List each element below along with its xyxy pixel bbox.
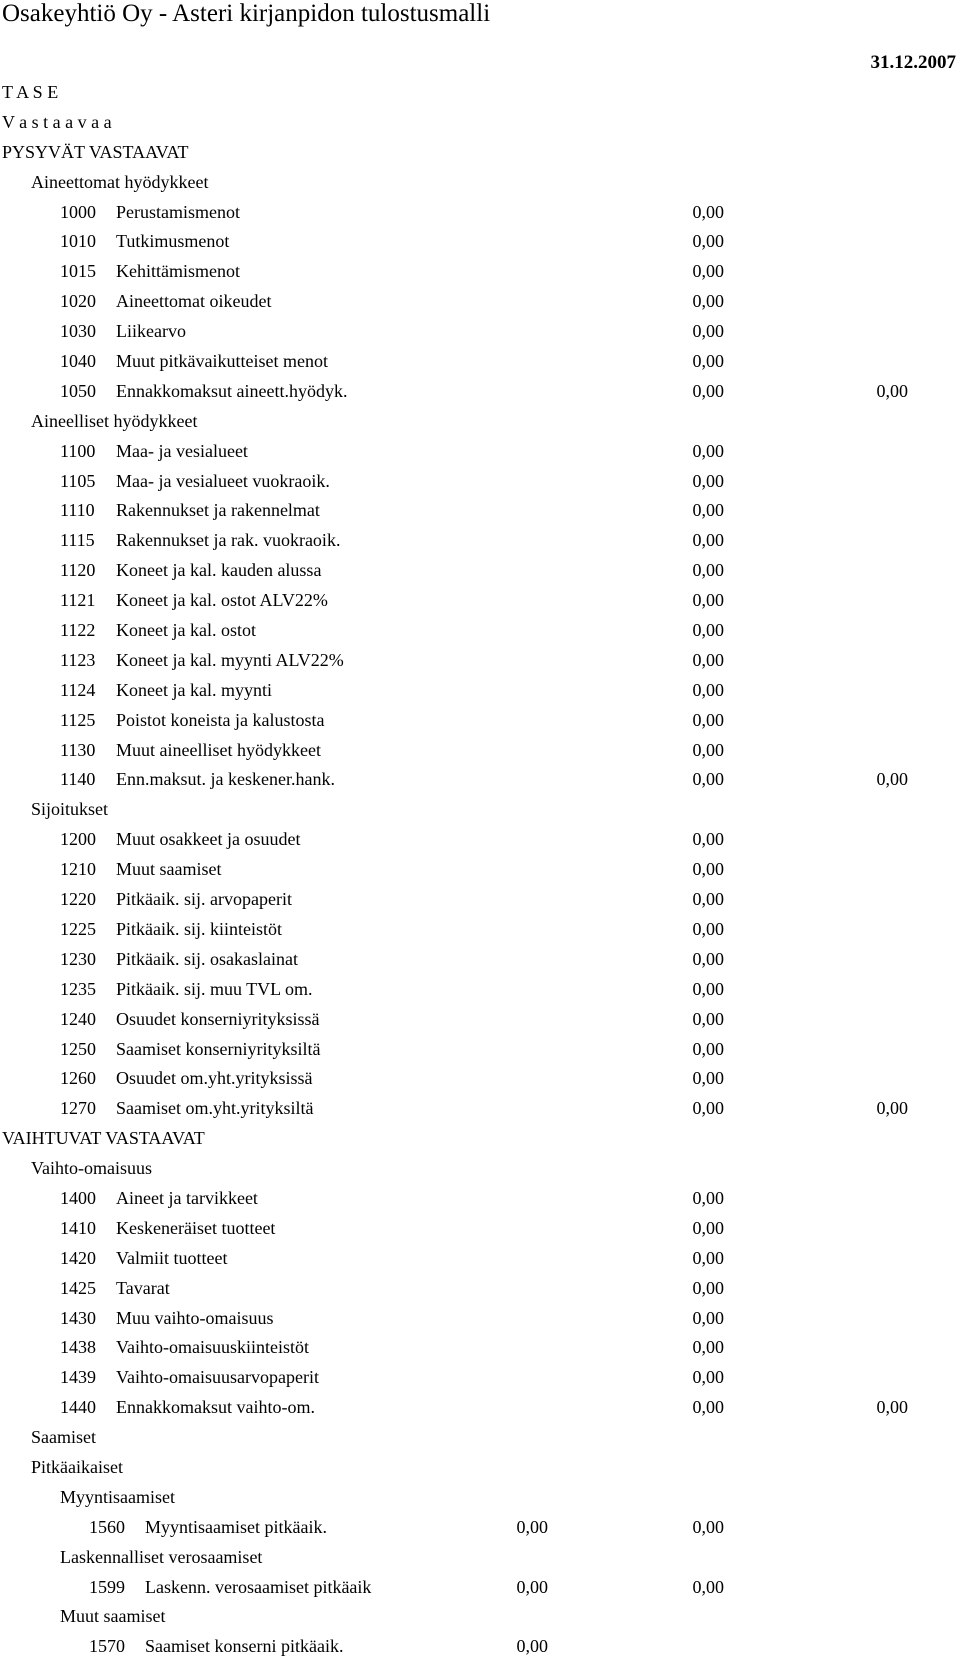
amount-col-2: 0,00 bbox=[692, 1008, 724, 1029]
amount-col-2: 0,00 bbox=[692, 1337, 724, 1358]
account-name: Perustamismenot bbox=[116, 201, 240, 222]
account-row bbox=[0, 736, 960, 766]
account-code: 1230 bbox=[60, 948, 96, 969]
section-heading bbox=[0, 1423, 960, 1453]
account-row bbox=[0, 855, 960, 885]
account-row bbox=[0, 706, 960, 736]
account-name: Rakennukset ja rak. vuokraoik. bbox=[116, 530, 341, 551]
balance-sheet-lines bbox=[0, 78, 960, 1662]
amount-col-3: 0,00 bbox=[876, 380, 908, 401]
account-row bbox=[0, 1184, 960, 1214]
amount-col-2: 0,00 bbox=[692, 1038, 724, 1059]
account-code: 1560 bbox=[89, 1516, 125, 1537]
account-name: Ennakkomaksut aineett.hyödyk. bbox=[116, 380, 348, 401]
account-code: 1235 bbox=[60, 978, 96, 999]
heading-text: T A S E bbox=[2, 82, 59, 102]
account-name: Koneet ja kal. kauden alussa bbox=[116, 560, 322, 581]
amount-col-2: 0,00 bbox=[692, 709, 724, 730]
amount-col-2: 0,00 bbox=[692, 918, 724, 939]
account-name: Valmiit tuotteet bbox=[116, 1247, 228, 1268]
account-row bbox=[0, 1005, 960, 1035]
account-code: 1040 bbox=[60, 351, 96, 372]
account-name: Enn.maksut. ja keskener.hank. bbox=[116, 769, 335, 790]
account-row bbox=[0, 676, 960, 706]
amount-col-2: 0,00 bbox=[692, 1277, 724, 1298]
amount-col-2: 0,00 bbox=[692, 1098, 724, 1119]
account-name: Koneet ja kal. ostot bbox=[116, 620, 256, 641]
amount-col-2: 0,00 bbox=[692, 1217, 724, 1238]
heading-text: Vaihto-omaisuus bbox=[31, 1158, 152, 1179]
section-heading bbox=[0, 795, 960, 825]
heading-text: Aineettomat hyödykkeet bbox=[31, 171, 209, 192]
account-name: Muut pitkävaikutteiset menot bbox=[116, 351, 328, 372]
account-name: Pitkäaik. sij. kiinteistöt bbox=[116, 918, 282, 939]
account-row bbox=[0, 1573, 960, 1603]
account-name: Saamiset konserni pitkäaik. bbox=[145, 1636, 344, 1657]
account-row bbox=[0, 825, 960, 855]
account-code: 1260 bbox=[60, 1068, 96, 1089]
amount-col-2: 0,00 bbox=[692, 889, 724, 910]
account-row bbox=[0, 347, 960, 377]
account-row bbox=[0, 586, 960, 616]
account-name: Pitkäaik. sij. arvopaperit bbox=[116, 889, 292, 910]
account-code: 1438 bbox=[60, 1337, 96, 1358]
account-code: 1250 bbox=[60, 1038, 96, 1059]
account-name: Pitkäaik. sij. osakaslainat bbox=[116, 948, 298, 969]
account-code: 1120 bbox=[60, 560, 96, 581]
account-code: 1105 bbox=[60, 470, 96, 491]
account-name: Liikearvo bbox=[116, 321, 186, 342]
amount-col-2: 0,00 bbox=[692, 829, 724, 850]
account-row bbox=[0, 257, 960, 287]
account-code: 1430 bbox=[60, 1307, 96, 1328]
account-name: Myyntisaamiset pitkäaik. bbox=[145, 1516, 327, 1537]
amount-col-2: 0,00 bbox=[692, 1068, 724, 1089]
account-name: Maa- ja vesialueet bbox=[116, 440, 248, 461]
amount-col-2: 0,00 bbox=[692, 1247, 724, 1268]
account-name: Aineettomat oikeudet bbox=[116, 291, 272, 312]
account-row bbox=[0, 945, 960, 975]
account-code: 1570 bbox=[89, 1636, 125, 1657]
amount-col-2: 0,00 bbox=[692, 739, 724, 760]
account-name: Keskeneräiset tuotteet bbox=[116, 1217, 276, 1238]
account-name: Vaihto-omaisuusarvopaperit bbox=[116, 1367, 319, 1388]
section-heading bbox=[0, 1154, 960, 1184]
account-code: 1110 bbox=[60, 500, 95, 521]
amount-col-2: 0,00 bbox=[692, 769, 724, 790]
account-row bbox=[0, 915, 960, 945]
account-code: 1124 bbox=[60, 679, 96, 700]
account-row bbox=[0, 1333, 960, 1363]
account-name: Muut osakkeet ja osuudet bbox=[116, 829, 301, 850]
account-name: Kehittämismenot bbox=[116, 261, 240, 282]
section-heading bbox=[0, 108, 960, 138]
heading-text: VAIHTUVAT VASTAAVAT bbox=[2, 1128, 205, 1149]
heading-text: Laskennalliset verosaamiset bbox=[60, 1546, 263, 1567]
account-row bbox=[0, 1244, 960, 1274]
account-code: 1270 bbox=[60, 1098, 96, 1119]
account-code: 1100 bbox=[60, 440, 96, 461]
account-code: 1121 bbox=[60, 590, 96, 611]
section-heading bbox=[0, 1483, 960, 1513]
account-name: Osuudet konserniyrityksissä bbox=[116, 1008, 320, 1029]
amount-col-2: 0,00 bbox=[692, 380, 724, 401]
section-heading bbox=[0, 1453, 960, 1483]
account-row bbox=[0, 1064, 960, 1094]
amount-col-2: 0,00 bbox=[692, 261, 724, 282]
account-code: 1599 bbox=[89, 1576, 125, 1597]
account-code: 1439 bbox=[60, 1367, 96, 1388]
account-row bbox=[0, 496, 960, 526]
amount-col-1: 0,00 bbox=[516, 1636, 548, 1657]
account-row bbox=[0, 1094, 960, 1124]
amount-col-2: 0,00 bbox=[692, 1307, 724, 1328]
amount-col-2: 0,00 bbox=[692, 1576, 724, 1597]
account-code: 1240 bbox=[60, 1008, 96, 1029]
heading-text: V a s t a a v a a bbox=[2, 111, 112, 132]
account-name: Poistot koneista ja kalustosta bbox=[116, 709, 325, 730]
account-code: 1020 bbox=[60, 291, 96, 312]
heading-text: Muut saamiset bbox=[60, 1606, 166, 1627]
account-code: 1140 bbox=[60, 769, 96, 790]
heading-text: Aineelliset hyödykkeet bbox=[31, 410, 198, 431]
account-row bbox=[0, 556, 960, 586]
report-title: Osakeyhtiö Oy - Asteri kirjanpidon tulostusmalli bbox=[2, 0, 491, 27]
account-name: Maa- ja vesialueet vuokraoik. bbox=[116, 470, 330, 491]
amount-col-2: 0,00 bbox=[692, 291, 724, 312]
amount-col-2: 0,00 bbox=[692, 470, 724, 491]
account-row bbox=[0, 377, 960, 407]
section-heading bbox=[0, 1602, 960, 1632]
account-code: 1130 bbox=[60, 739, 96, 760]
account-code: 1010 bbox=[60, 231, 96, 252]
section-heading bbox=[0, 407, 960, 437]
account-name: Vaihto-omaisuuskiinteistöt bbox=[116, 1337, 309, 1358]
account-name: Saamiset konserniyrityksiltä bbox=[116, 1038, 321, 1059]
account-row bbox=[0, 1274, 960, 1304]
account-row bbox=[0, 1632, 960, 1662]
account-name: Koneet ja kal. myynti ALV22% bbox=[116, 649, 344, 670]
amount-col-2: 0,00 bbox=[692, 530, 724, 551]
amount-col-2: 0,00 bbox=[692, 500, 724, 521]
amount-col-2: 0,00 bbox=[692, 1187, 724, 1208]
account-code: 1425 bbox=[60, 1277, 96, 1298]
amount-col-3: 0,00 bbox=[876, 1098, 908, 1119]
amount-col-2: 0,00 bbox=[692, 590, 724, 611]
account-row bbox=[0, 1513, 960, 1543]
account-code: 1440 bbox=[60, 1397, 96, 1418]
account-code: 1000 bbox=[60, 201, 96, 222]
account-row bbox=[0, 975, 960, 1005]
amount-col-2: 0,00 bbox=[692, 649, 724, 670]
account-row bbox=[0, 1214, 960, 1244]
amount-col-2: 0,00 bbox=[692, 679, 724, 700]
amount-col-2: 0,00 bbox=[692, 1397, 724, 1418]
account-code: 1015 bbox=[60, 261, 96, 282]
amount-col-2: 0,00 bbox=[692, 560, 724, 581]
account-code: 1050 bbox=[60, 380, 96, 401]
account-code: 1410 bbox=[60, 1217, 96, 1238]
account-name: Tutkimusmenot bbox=[116, 231, 230, 252]
amount-col-3: 0,00 bbox=[876, 769, 908, 790]
account-row bbox=[0, 317, 960, 347]
heading-text: Saamiset bbox=[31, 1427, 96, 1448]
account-row bbox=[0, 437, 960, 467]
account-name: Koneet ja kal. myynti bbox=[116, 679, 272, 700]
account-name: Osuudet om.yht.yrityksissä bbox=[116, 1068, 313, 1089]
heading-text: Pitkäaikaiset bbox=[31, 1456, 123, 1477]
section-heading bbox=[0, 1543, 960, 1573]
amount-col-2: 0,00 bbox=[692, 1516, 724, 1537]
amount-col-2: 0,00 bbox=[692, 351, 724, 372]
section-heading bbox=[0, 78, 960, 108]
account-row bbox=[0, 287, 960, 317]
amount-col-1: 0,00 bbox=[516, 1516, 548, 1537]
account-code: 1400 bbox=[60, 1187, 96, 1208]
account-name: Rakennukset ja rakennelmat bbox=[116, 500, 320, 521]
heading-text: Myyntisaamiset bbox=[60, 1486, 175, 1507]
account-code: 1220 bbox=[60, 889, 96, 910]
amount-col-2: 0,00 bbox=[692, 859, 724, 880]
account-code: 1123 bbox=[60, 649, 96, 670]
amount-col-2: 0,00 bbox=[692, 620, 724, 641]
amount-col-2: 0,00 bbox=[692, 440, 724, 461]
account-row bbox=[0, 467, 960, 497]
account-row bbox=[0, 1393, 960, 1423]
account-row bbox=[0, 198, 960, 228]
account-row bbox=[0, 646, 960, 676]
account-name: Laskenn. verosaamiset pitkäaik bbox=[145, 1576, 372, 1597]
account-name: Muu vaihto-omaisuus bbox=[116, 1307, 274, 1328]
account-row bbox=[0, 1035, 960, 1065]
amount-col-2: 0,00 bbox=[692, 978, 724, 999]
account-row bbox=[0, 526, 960, 556]
account-name: Saamiset om.yht.yrityksiltä bbox=[116, 1098, 314, 1119]
account-code: 1122 bbox=[60, 620, 96, 641]
account-name: Muut aineelliset hyödykkeet bbox=[116, 739, 321, 760]
account-row bbox=[0, 616, 960, 646]
account-code: 1030 bbox=[60, 321, 96, 342]
amount-col-1: 0,00 bbox=[516, 1576, 548, 1597]
report-date: 31.12.2007 bbox=[870, 52, 956, 73]
section-heading bbox=[0, 1124, 960, 1154]
account-name: Ennakkomaksut vaihto-om. bbox=[116, 1397, 315, 1418]
account-row bbox=[0, 1363, 960, 1393]
heading-text: Sijoitukset bbox=[31, 799, 109, 820]
account-name: Aineet ja tarvikkeet bbox=[116, 1187, 258, 1208]
account-code: 1115 bbox=[60, 530, 95, 551]
account-name: Muut saamiset bbox=[116, 859, 222, 880]
account-code: 1200 bbox=[60, 829, 96, 850]
amount-col-2: 0,00 bbox=[692, 231, 724, 252]
account-row bbox=[0, 885, 960, 915]
account-name: Pitkäaik. sij. muu TVL om. bbox=[116, 978, 313, 999]
account-name: Koneet ja kal. ostot ALV22% bbox=[116, 590, 328, 611]
heading-text: PYSYVÄT VASTAAVAT bbox=[2, 141, 189, 162]
amount-col-2: 0,00 bbox=[692, 201, 724, 222]
account-row bbox=[0, 227, 960, 257]
section-heading bbox=[0, 168, 960, 198]
account-name: Tavarat bbox=[116, 1277, 170, 1298]
amount-col-3: 0,00 bbox=[876, 1397, 908, 1418]
account-code: 1210 bbox=[60, 859, 96, 880]
account-code: 1125 bbox=[60, 709, 96, 730]
section-heading bbox=[0, 138, 960, 168]
account-row bbox=[0, 765, 960, 795]
account-code: 1225 bbox=[60, 918, 96, 939]
amount-col-2: 0,00 bbox=[692, 321, 724, 342]
amount-col-2: 0,00 bbox=[692, 948, 724, 969]
account-code: 1420 bbox=[60, 1247, 96, 1268]
account-row bbox=[0, 1304, 960, 1334]
amount-col-2: 0,00 bbox=[692, 1367, 724, 1388]
